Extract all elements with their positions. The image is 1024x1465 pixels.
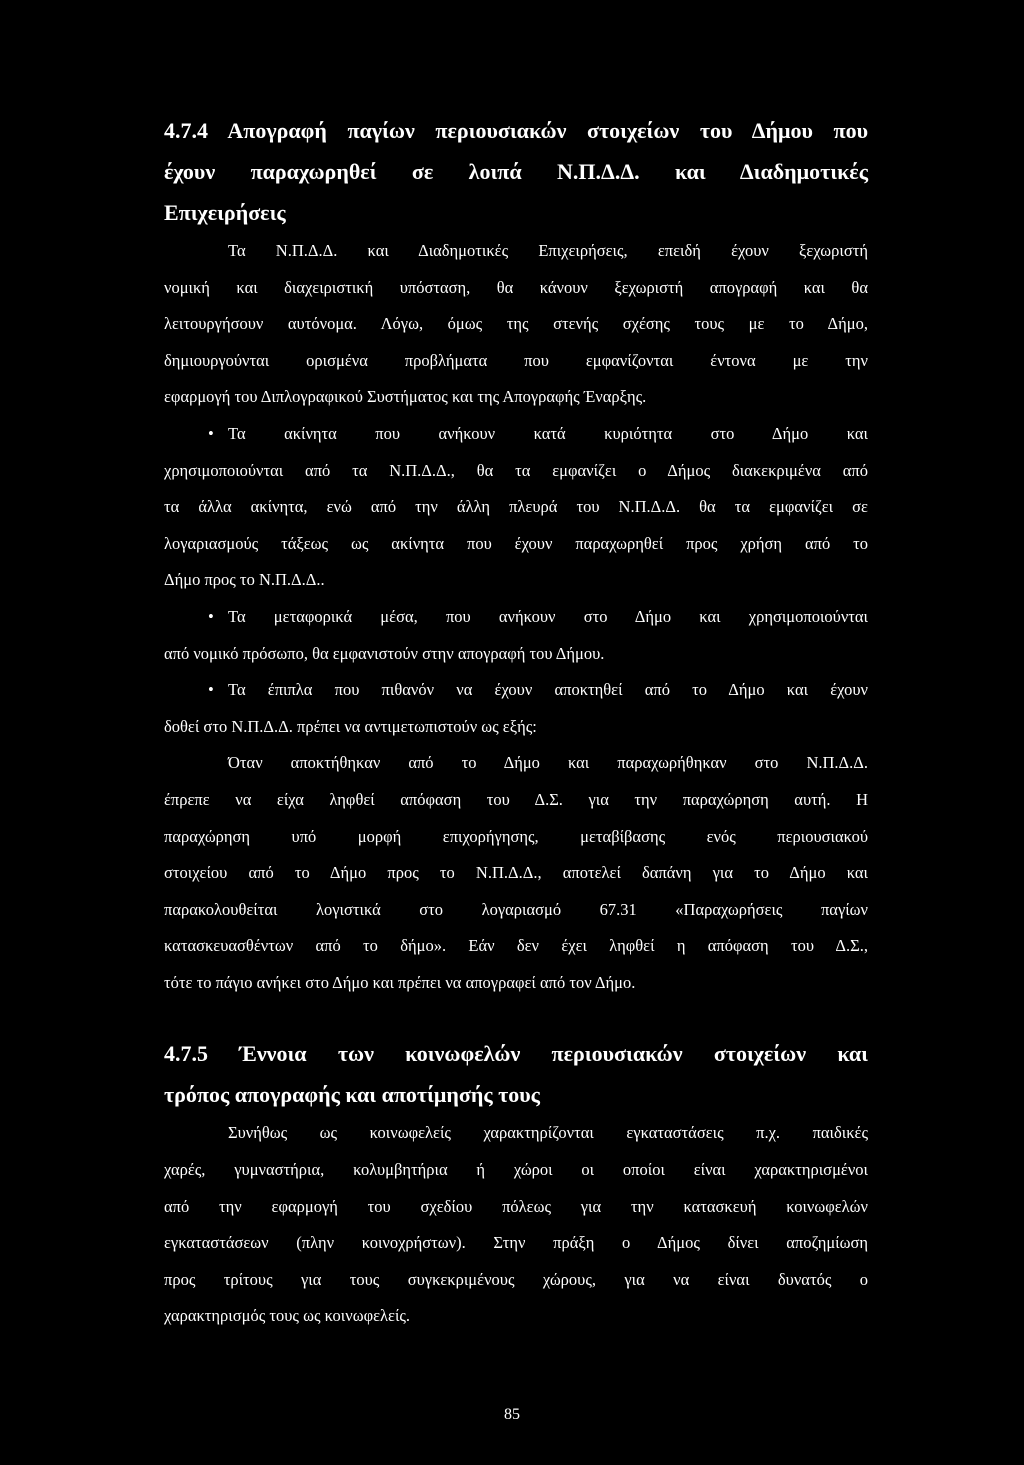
text-line: εγκαταστάσεων (πλην κοινοχρήστων). Στην πράξη ο Δήμος δίνει αποζημίωση	[164, 1233, 868, 1253]
page-number: 85	[504, 1406, 520, 1423]
text-line: κατασκευασθέντων από το δήμο». Εάν δεν έχει ληφθεί η απόφαση του Δ.Σ.,	[164, 936, 868, 956]
heading-line: Επιχειρήσεις	[164, 200, 286, 225]
bullet-icon: •	[208, 423, 214, 443]
bullet-icon: •	[208, 680, 214, 700]
text-line: χρησιμοποιούνται από τα Ν.Π.Δ.Δ., θα τα εμφανίζει ο Δήμος διακεκριμένα από	[164, 460, 868, 480]
text-line: λειτουργήσουν αυτόνομα. Λόγω, όμως της στενής σχέσης τους με το Δήμο,	[164, 314, 868, 334]
text-line: προς τρίτους για τους συγκεκριμένους χώρους, για να είναι δυνατός ο	[164, 1269, 868, 1289]
text-line: στοιχείου από το Δήμο προς το Ν.Π.Δ.Δ., αποτελεί δαπάνη για το Δήμο και	[164, 863, 868, 883]
bullet-item-furniture	[164, 672, 868, 745]
heading-line: 4.7.5 Έννοια των κοινωφελών περιουσιακών στοιχείων και	[164, 1041, 868, 1067]
text-line	[164, 672, 868, 709]
text-line: έπρεπε να είχα ληφθεί απόφαση του Δ.Σ. για την παραχώρηση αυτή. Η	[164, 789, 868, 809]
intro-paragraph	[164, 233, 868, 416]
document-page	[164, 110, 868, 1335]
text-line: παρακολουθείται λογιστικά στο λογαριασμό 67.31 «Παραχωρήσεις παγίων	[164, 899, 868, 919]
text-line: νομική και διαχειριστική υπόσταση, θα κάνουν ξεχωριστή απογραφή και θα	[164, 277, 868, 297]
heading-line: 4.7.4 Απογραφή παγίων περιουσιακών στοιχείων του Δήμου που	[164, 118, 868, 143]
text-line: Τα Ν.Π.Δ.Δ. και Διαδημοτικές Επιχειρήσεις, επειδή έχουν ξεχωριστή	[228, 241, 868, 260]
heading-line: τρόπος απογραφής και αποτίμησής τους	[164, 1082, 540, 1108]
bullet-item-immovables	[164, 416, 868, 599]
followup-paragraph	[164, 745, 868, 1001]
text-line: παραχώρηση υπό μορφή επιχορήγησης, μεταβίβασης ενός περιουσιακού	[164, 826, 868, 846]
text-line: Συνήθως ως κοινωφελείς χαρακτηρίζονται εγκαταστάσεις π.χ. παιδικές	[228, 1123, 868, 1143]
text-line: χαρακτηρισμός τους ως κοινωφελείς.	[164, 1306, 411, 1326]
bullet-text: Τα έπιπλα που πιθανόν να έχουν αποκτηθεί από το Δήμο και έχουν	[228, 680, 868, 700]
text-line: τα άλλα ακίνητα, ενώ από την άλλη πλευρά του Ν.Π.Δ.Δ. θα τα εμφανίζει σε	[164, 497, 868, 517]
text-line: από την εφαρμογή του σχεδίου πόλεως για την κατασκευή κοινωφελών	[164, 1196, 868, 1216]
text-line: χαρές, γυμναστήρια, κολυμβητήρια ή χώροι οι οποίοι είναι χαρακτηρισμένοι	[164, 1160, 868, 1180]
text-line: από νομικό πρόσωπο, θα εμφανιστούν στην απογραφή του Δήμου.	[164, 643, 605, 663]
heading-line: έχουν παραχωρηθεί σε λοιπά Ν.Π.Δ.Δ. και Διαδημοτικές	[164, 159, 868, 184]
bullet-icon: •	[208, 606, 214, 626]
text-line	[164, 416, 868, 453]
text-line	[164, 599, 868, 636]
text-line: λογαριασμούς τάξεως ως ακίνητα που έχουν παραχωρηθεί προς χρήση από το	[164, 533, 868, 553]
section-heading-4-7-4	[164, 110, 868, 233]
text-line: δημιουργούνται ορισμένα προβλήματα που εμφανίζονται έντονα με την	[164, 350, 868, 370]
text-line: εφαρμογή του Διπλογραφικού Συστήματος και της Απογραφής Έναρξης.	[164, 387, 647, 407]
bullet-text: Τα μεταφορικά μέσα, που ανήκουν στο Δήμο και χρησιμοποιούνται	[228, 606, 868, 626]
text-line: Όταν αποκτήθηκαν από το Δήμο και παραχωρήθηκαν στο Ν.Π.Δ.Δ.	[228, 753, 868, 773]
text-line: δοθεί στο Ν.Π.Δ.Δ. πρέπει να αντιμετωπιστούν ως εξής:	[164, 716, 537, 736]
bullet-item-vehicles	[164, 599, 868, 672]
text-line: τότε το πάγιο ανήκει στο Δήμο και πρέπει να απογραφεί από τον Δήμο.	[164, 972, 636, 992]
text-line: Δήμο προς το Ν.Π.Δ.Δ..	[164, 570, 325, 590]
bullet-text: Τα ακίνητα που ανήκουν κατά κυριότητα στο Δήμο και	[228, 423, 868, 443]
section-heading-4-7-5	[164, 1033, 868, 1115]
body-paragraph	[164, 1115, 868, 1335]
